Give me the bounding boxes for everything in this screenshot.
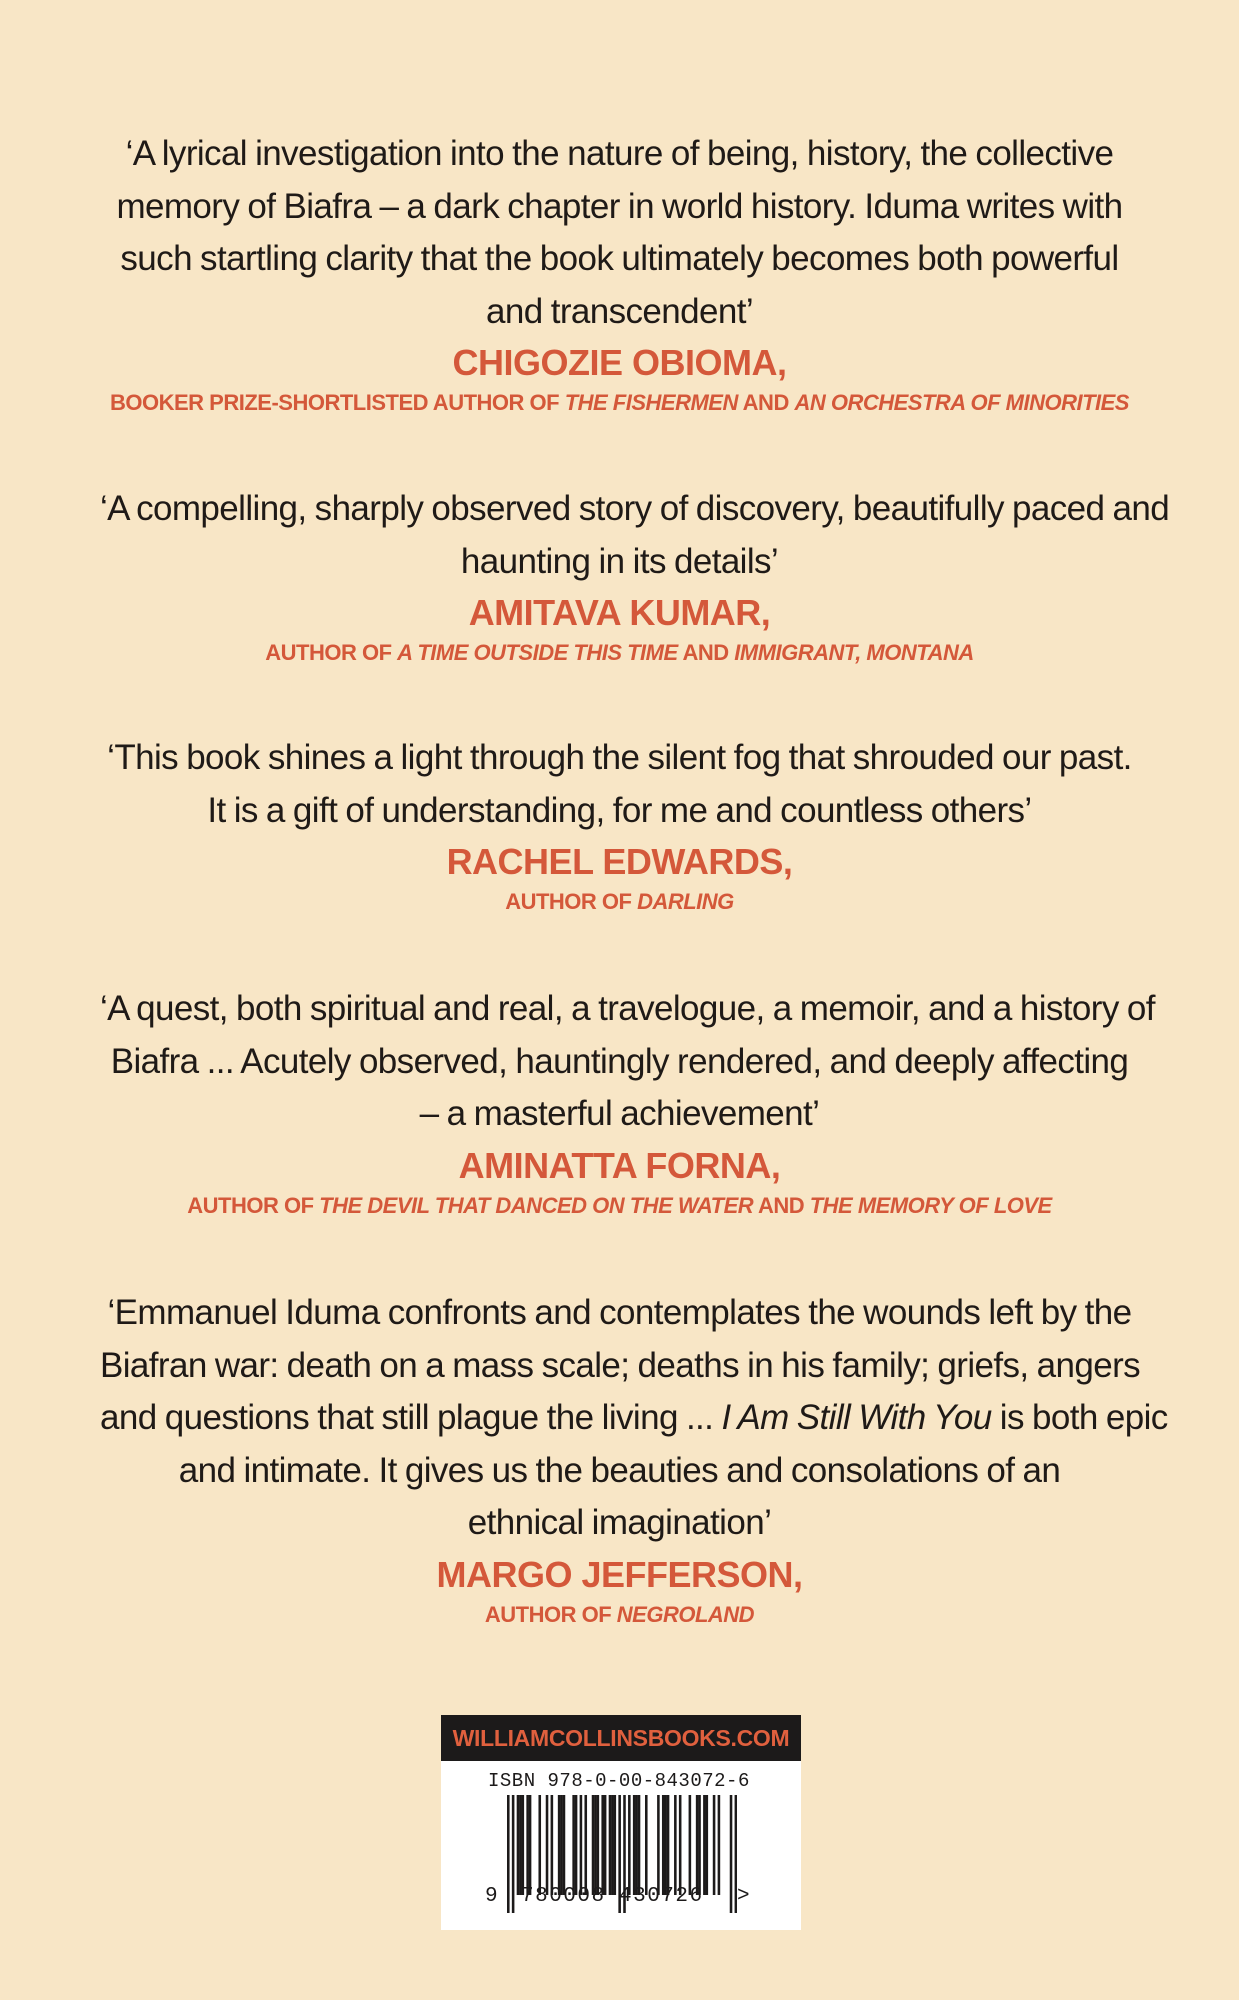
quote-text: and questions that still plague the living ...	[100, 1398, 722, 1437]
barcode-bar	[689, 1795, 692, 1895]
isbn-barcode-panel	[441, 1715, 801, 1930]
barcode-bar	[594, 1795, 597, 1895]
barcode-bar	[633, 1795, 636, 1895]
blurb-credit	[100, 1600, 1139, 1630]
credit-book-title: NEGROLAND	[616, 1601, 755, 1627]
barcode-first-digit: 9	[485, 1885, 498, 1908]
quote-line: and transcendent’	[485, 291, 754, 331]
barcode-bar	[597, 1795, 600, 1895]
barcode-bar	[696, 1795, 699, 1895]
blurb-edwards	[100, 732, 1139, 917]
quote-line: It is a gift of understanding, for me and countless others’	[207, 790, 1032, 830]
blurb-author: AMINATTA FORNA,	[458, 1144, 781, 1186]
credit-text: AND	[677, 640, 735, 665]
barcode-end-mark: >	[737, 1885, 750, 1908]
credit-book-title: DARLING	[637, 889, 734, 914]
barcode-bar	[638, 1795, 641, 1895]
barcode-bar	[713, 1795, 716, 1895]
quote-line: haunting in its details’	[460, 541, 779, 581]
quote-text: ethnical imagination’	[467, 1503, 772, 1542]
barcode-bar	[609, 1795, 612, 1895]
blurb-quote	[100, 128, 1139, 338]
blurb-forna	[100, 983, 1155, 1221]
credit-book-title: THE DEVIL THAT DANCED ON THE WATER	[319, 1192, 754, 1218]
quote-text: and intimate. It gives us the beauties and consolations of an	[178, 1450, 1061, 1490]
barcode-bar	[546, 1795, 549, 1895]
barcode-bar	[664, 1795, 667, 1895]
quote-line: ‘A lyrical investigation into the nature of being, history, the collective	[125, 134, 1114, 173]
credit-book-title: THE MEMORY OF LOVE	[809, 1192, 1052, 1218]
quote-line	[100, 1445, 1139, 1498]
isbn-number: ISBN 978-0-00-843072-6	[488, 1770, 750, 1792]
credit-text: AUTHOR OF	[505, 889, 638, 914]
credit-book-title: A TIME OUTSIDE THIS TIME	[397, 640, 678, 665]
blurb-credit	[100, 388, 1139, 418]
quote-line	[100, 1497, 1139, 1550]
blurb-credit	[100, 887, 1139, 917]
credit-text: AUTHOR OF	[484, 1601, 617, 1627]
quote-line	[100, 1392, 1168, 1445]
barcode-bar	[522, 1795, 525, 1895]
barcode-bar	[572, 1795, 575, 1895]
credit-text: BOOKER PRIZE-SHORTLISTED AUTHOR OF	[110, 390, 565, 415]
blurb-kumar	[100, 483, 1170, 668]
quote-text: Biafran war: death on a mass scale; deaths in his family; griefs, angers	[100, 1345, 1141, 1385]
quote-line: ‘This book shines a light through the silent fog that shrouded our past.	[107, 738, 1132, 777]
barcode-bar	[703, 1795, 706, 1895]
blurb-author: MARGO JEFFERSON,	[436, 1553, 803, 1595]
barcode-bar	[628, 1795, 631, 1895]
quote-line: memory of Biafra – a dark chapter in world history. Iduma writes with	[116, 186, 1123, 226]
blurb-quote	[100, 732, 1139, 837]
barcode-bar	[563, 1795, 566, 1895]
barcode-bar	[560, 1795, 563, 1895]
barcode-bar	[519, 1795, 522, 1895]
barcode-right-digits: 430726	[619, 1885, 704, 1908]
barcode-bar	[674, 1795, 677, 1895]
blurb-credit	[100, 1191, 1139, 1221]
barcode-bar	[706, 1795, 709, 1895]
credit-text: AUTHOR OF	[187, 1192, 320, 1218]
credit-book-title: IMMIGRANT, MONTANA	[734, 640, 974, 665]
barcode-bar	[611, 1795, 614, 1895]
quote-line: such startling clarity that the book ultimately becomes both powerful	[120, 239, 1119, 278]
quote-line	[100, 1287, 1139, 1340]
barcode-bar	[667, 1795, 670, 1895]
quote-text: is both epic	[991, 1398, 1168, 1437]
barcode-bar	[584, 1795, 587, 1895]
barcode-bar	[538, 1795, 541, 1895]
blurb-quote	[100, 983, 1155, 1141]
quote-line: Biafra ... Acutely observed, hauntingly rendered, and deeply affecting	[110, 1041, 1129, 1081]
barcode-bar	[718, 1795, 721, 1895]
blurb-obioma	[100, 128, 1139, 418]
quote-text: ‘Emmanuel Iduma confronts and contemplates the wounds left by the	[107, 1293, 1132, 1332]
publisher-website: WILLIAMCOLLINSBOOKS.COM	[441, 1715, 801, 1761]
barcode-bar	[592, 1795, 595, 1895]
blurb-credit	[100, 638, 1139, 668]
barcode-digits	[441, 1885, 801, 1919]
barcode-bar	[635, 1795, 638, 1895]
barcode-bar	[526, 1795, 529, 1895]
quote-line	[100, 1340, 1139, 1393]
credit-text: AUTHOR OF	[265, 640, 398, 665]
blurb-author: CHIGOZIE OBIOMA,	[452, 342, 787, 383]
barcode-bar	[698, 1795, 701, 1895]
barcode-bar	[517, 1795, 520, 1895]
credit-book-title: AN ORCHESTRA OF MINORITIES	[794, 390, 1129, 415]
blurb-author: RACHEL EDWARDS,	[446, 841, 793, 882]
barcode-bar	[580, 1795, 583, 1895]
barcode-bar	[551, 1795, 554, 1895]
blurb-quote	[100, 483, 1170, 588]
barcode-bar	[645, 1795, 648, 1895]
barcode-bar	[601, 1795, 604, 1895]
credit-text: AND	[753, 1192, 810, 1218]
barcode-bar	[657, 1795, 660, 1895]
quote-line: ‘A compelling, sharply observed story of discovery, beautifully paced and	[100, 489, 1170, 528]
blurb-jefferson	[100, 1287, 1168, 1630]
credit-text: AND	[737, 390, 795, 415]
barcode-left-digits: 780008	[521, 1885, 606, 1908]
book-title: I Am Still With You	[721, 1398, 992, 1437]
barcode-bar	[614, 1795, 617, 1895]
barcode-bar	[604, 1795, 607, 1895]
barcode-bar	[662, 1795, 665, 1895]
barcode-bar	[679, 1795, 682, 1895]
quote-line: – a masterful achievement’	[419, 1094, 820, 1133]
quote-line: ‘A quest, both spiritual and real, a travelogue, a memoir, and a history of	[100, 989, 1155, 1028]
barcode-bar	[529, 1795, 532, 1895]
barcode-bar	[558, 1795, 561, 1895]
credit-book-title: THE FISHERMEN	[564, 390, 738, 415]
blurb-author: AMITAVA KUMAR,	[468, 592, 771, 633]
barcode-bar	[575, 1795, 578, 1895]
blurb-quote	[100, 1287, 1168, 1550]
